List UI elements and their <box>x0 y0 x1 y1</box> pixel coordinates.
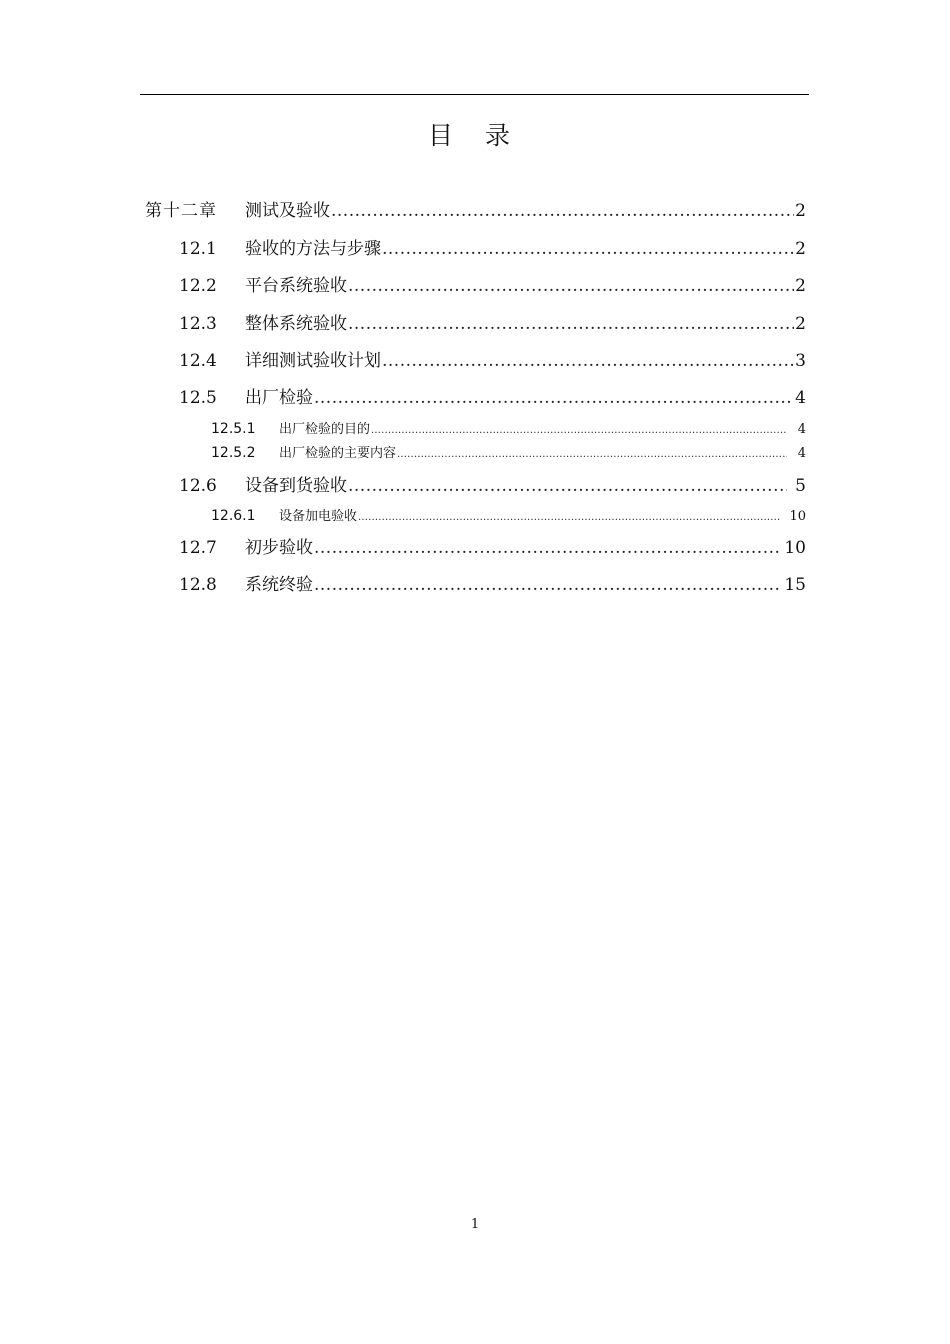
toc-entry[interactable] <box>179 533 806 559</box>
toc-entry[interactable] <box>179 309 806 335</box>
toc-leader <box>348 476 787 496</box>
toc-entry-title: 出厂检验的主要内容 <box>279 446 397 461</box>
toc-leader <box>397 449 787 460</box>
toc-entry-number: 12.3 <box>179 314 217 334</box>
header-rule <box>140 94 809 95</box>
toc-entry[interactable] <box>145 196 806 222</box>
toc-entry-page: 5 <box>795 476 806 496</box>
toc-entry-page: 15 <box>784 575 806 595</box>
toc-leader <box>382 351 794 371</box>
toc-entry-number: 12.6 <box>179 476 217 496</box>
page-title: 目 录 <box>428 121 522 150</box>
toc-entry-page: 4 <box>795 388 806 408</box>
toc-entry-page: 10 <box>789 509 806 524</box>
toc-entry-number: 第十二章 <box>145 201 217 221</box>
toc-entry-title: 系统终验 <box>245 575 313 595</box>
toc-entry-number: 12.2 <box>179 276 217 296</box>
toc-leader <box>358 512 781 523</box>
toc-entry[interactable] <box>179 570 806 596</box>
toc-entry-number: 12.8 <box>179 575 217 595</box>
toc-leader <box>314 575 779 595</box>
toc-entry-number: 12.5 <box>179 388 217 408</box>
toc-entry-title: 设备到货验收 <box>245 476 347 496</box>
toc-entry[interactable] <box>179 383 806 409</box>
toc-leader <box>348 314 794 334</box>
toc-entry-number: 12.7 <box>179 538 217 558</box>
toc-entry-page: 2 <box>795 276 806 296</box>
toc-entry-number: 12.6.1 <box>211 508 256 524</box>
toc-entry[interactable] <box>211 442 806 460</box>
page-number: 1 <box>470 1217 480 1232</box>
toc-entry[interactable] <box>211 505 806 523</box>
toc-leader <box>371 425 787 436</box>
toc-entry-page: 4 <box>797 422 806 437</box>
toc-entry-number: 12.5.1 <box>211 421 256 437</box>
toc-entry-number: 12.4 <box>179 351 217 371</box>
toc-entry-title: 平台系统验收 <box>245 276 347 296</box>
toc-entry[interactable] <box>179 271 806 297</box>
toc-leader <box>314 538 779 558</box>
toc-entry-page: 4 <box>797 446 806 461</box>
toc-entry-title: 详细测试验收计划 <box>245 351 381 371</box>
toc-leader <box>348 276 794 296</box>
toc-entry-page: 10 <box>784 538 806 558</box>
toc-entry-title: 出厂检验 <box>245 388 313 408</box>
toc-entry[interactable] <box>179 346 806 372</box>
toc-entry-title: 测试及验收 <box>245 201 330 221</box>
toc-entry-number: 12.1 <box>179 239 217 259</box>
toc-leader <box>331 201 794 221</box>
toc-entry-number: 12.5.2 <box>211 445 256 461</box>
toc-entry-title: 验收的方法与步骤 <box>245 239 381 259</box>
toc-entry[interactable] <box>179 234 806 260</box>
toc-entry-page: 2 <box>795 314 806 334</box>
toc-entry[interactable] <box>179 471 806 497</box>
toc-entry-page: 3 <box>795 351 806 371</box>
toc-entry-page: 2 <box>795 201 806 221</box>
toc-entry-page: 2 <box>795 239 806 259</box>
toc-entry-title: 整体系统验收 <box>245 314 347 334</box>
toc-entry-title: 出厂检验的目的 <box>279 422 371 437</box>
toc-leader <box>382 239 794 259</box>
toc-entry[interactable] <box>211 418 806 436</box>
toc-leader <box>314 388 794 408</box>
toc-entry-title: 设备加电验收 <box>279 509 358 524</box>
toc-entry-title: 初步验收 <box>245 538 313 558</box>
